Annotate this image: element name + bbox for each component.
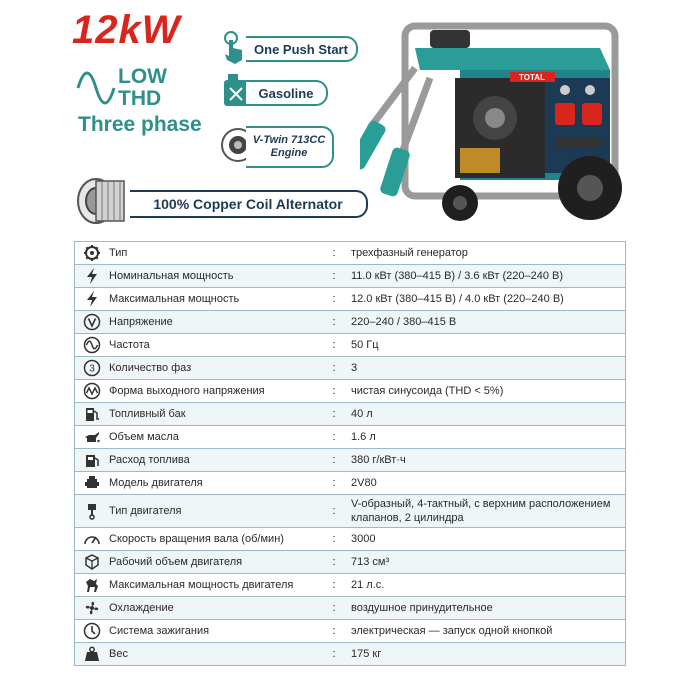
ignition-icon [83,622,101,640]
spec-value: чистая синусоида (THD < 5%) [351,385,504,397]
spec-value: 40 л [351,408,373,420]
spec-row [75,574,626,597]
spec-row [75,403,626,426]
spec-label: Топливный бак [109,408,186,420]
spec-value: 11.0 кВт (380–415 В) / 3.6 кВт (220–240 В) [351,270,564,282]
spec-separator: : [332,270,336,282]
spec-value: V-образный, 4-тактный, с верхним расположением клапанов, 2 цилиндра [351,498,611,524]
rpm-icon [83,530,101,548]
spec-row [75,334,626,357]
spec-row [75,551,626,574]
spec-row [75,242,626,265]
spec-separator: : [332,293,336,305]
alternator-coil-icon [74,176,134,226]
spec-label: Скорость вращения вала (об/мин) [109,533,284,545]
low-label: LOW [118,65,167,88]
sine-wave-icon [76,66,116,110]
spec-separator: : [332,385,336,397]
spec-separator: : [332,648,336,660]
spec-separator: : [332,579,336,591]
spec-value: 3000 [351,533,376,545]
spec-separator: : [332,339,336,351]
spec-separator: : [332,431,336,443]
fuel-pump-icon [83,405,101,423]
svg-text:3: 3 [89,363,95,375]
spec-separator: : [332,316,336,328]
spec-value: электрическая — запуск одной кнопкой [351,625,553,637]
spec-label: Количество фаз [109,362,192,374]
spec-row [75,426,626,449]
spec-label: Система зажигания [109,625,210,637]
spec-row [75,597,626,620]
spec-label: Номинальная мощность [109,270,234,282]
spec-label: Охлаждение [109,602,174,614]
generator-illustration [360,8,650,233]
spec-row [75,357,626,380]
spec-value: 380 г/кВт·ч [351,454,406,466]
spec-row [75,380,626,403]
fuel-consumption-icon [83,451,101,469]
spec-value: 21 л.с. [351,579,385,591]
spec-value: 175 кг [351,648,382,660]
engine-icon [83,474,101,492]
spec-row [75,449,626,472]
copper-coil-badge: 100% Copper Coil Alternator [130,190,368,218]
spec-value: 713 см³ [351,556,390,568]
spec-row [75,495,626,528]
spec-separator: : [332,556,336,568]
spec-separator: : [332,247,336,259]
displacement-icon [83,553,101,571]
spec-label: Форма выходного напряжения [109,385,265,397]
spec-separator: : [332,362,336,374]
waveform-icon [83,382,101,400]
brand-logo: TOTAL [519,73,545,82]
spec-row [75,472,626,495]
fan-icon [83,599,101,617]
spec-label: Расход топлива [109,454,190,466]
lightning-icon [83,267,101,285]
spec-separator: : [332,477,336,489]
lightning-icon [83,290,101,308]
spec-label: Напряжение [109,316,173,328]
one-push-start-badge: One Push Start [246,36,358,62]
spec-label: Максимальная мощность [109,293,240,305]
spec-value: воздушное принудительное [351,602,493,614]
spec-label: Модель двигателя [109,477,203,489]
power-rating: 12kW [72,8,181,52]
spec-row [75,288,626,311]
engine-badge-line2: Engine [270,147,308,159]
spec-value: трехфазный генератор [351,247,468,259]
spec-separator: : [332,602,336,614]
spec-separator: : [332,454,336,466]
spec-label: Частота [109,339,150,351]
spec-row [75,643,626,666]
spec-label: Тип [109,247,128,259]
spec-value: 1.6 л [351,431,376,443]
sine-wave-icon [83,336,101,354]
horse-icon [83,576,101,594]
spec-value: 2V80 [351,477,377,489]
spec-separator: : [332,505,336,517]
spec-label: Рабочий объем двигателя [109,556,243,568]
three-phase-label: Three phase [78,113,202,136]
spec-row [75,528,626,551]
spec-separator: : [332,408,336,420]
gasoline-badge: Gasoline [246,80,328,106]
gear-icon [83,244,101,262]
engine-badge [246,126,334,168]
voltage-icon [83,313,101,331]
spec-value: 3 [351,362,358,374]
spec-separator: : [332,533,336,545]
spec-value: 50 Гц [351,339,379,351]
piston-icon [83,502,101,520]
spec-value: 220–240 / 380–415 В [351,316,457,328]
phase-number-icon [83,359,101,377]
spec-separator: : [332,625,336,637]
spec-label: Объем масла [109,431,179,443]
spec-label: Тип двигателя [109,505,182,517]
weight-icon [83,645,101,663]
spec-value: 12.0 кВт (380–415 В) / 4.0 кВт (220–240 В) [351,293,564,305]
spec-table [74,241,626,666]
spec-row [75,311,626,334]
thd-label: THD [118,87,162,110]
spec-row [75,620,626,643]
spec-label: Вес [109,648,128,660]
spec-row [75,265,626,288]
engine-badge-line1: V-Twin 713CC [252,134,326,146]
oil-can-icon [83,428,101,446]
spec-label: Максимальная мощность двигателя [109,579,294,591]
